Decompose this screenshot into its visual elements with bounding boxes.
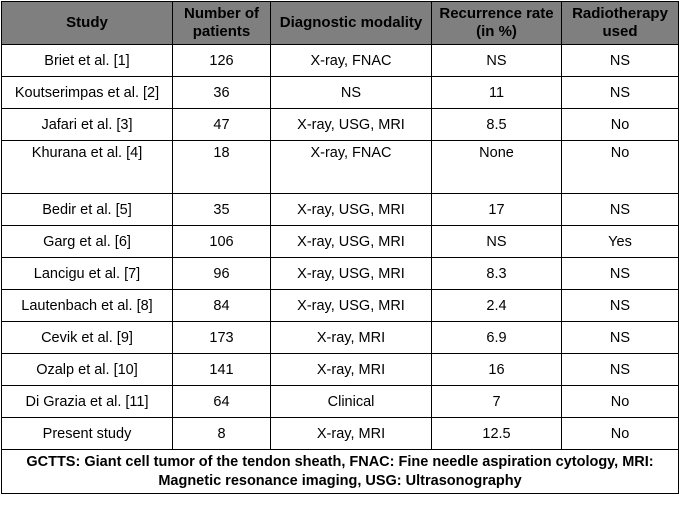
cell-recurrence: 11 (432, 77, 562, 109)
cell-patients: 106 (173, 226, 271, 258)
cell-radiotherapy: NS (562, 45, 679, 77)
cell-patients: 36 (173, 77, 271, 109)
cell-radiotherapy: NS (562, 258, 679, 290)
cell-patients: 8 (173, 418, 271, 450)
cell-patients: 141 (173, 354, 271, 386)
cell-patients: 84 (173, 290, 271, 322)
table-row (2, 45, 679, 77)
table-row (2, 386, 679, 418)
cell-radiotherapy: No (562, 109, 679, 141)
cell-patients: 47 (173, 109, 271, 141)
cell-recurrence: None (432, 141, 562, 194)
cell-recurrence: 7 (432, 386, 562, 418)
cell-study: Briet et al. [1] (2, 45, 173, 77)
cell-recurrence: 16 (432, 354, 562, 386)
cell-modality: X-ray, FNAC (271, 45, 432, 77)
table-row (2, 354, 679, 386)
table-row (2, 141, 679, 194)
table-row (2, 322, 679, 354)
header-row (2, 2, 679, 45)
cell-recurrence: NS (432, 226, 562, 258)
cell-study: Koutserimpas et al. [2] (2, 77, 173, 109)
cell-patients: 173 (173, 322, 271, 354)
cell-modality: X-ray, USG, MRI (271, 226, 432, 258)
cell-study: Bedir et al. [5] (2, 194, 173, 226)
cell-study: Cevik et al. [9] (2, 322, 173, 354)
table-footnote: GCTTS: Giant cell tumor of the tendon sheath, FNAC: Fine needle aspiration cytology, MRI: Magnetic resonance imaging, USG: Ultrasonography (2, 450, 679, 494)
cell-study-text: Khurana et al. [4] (31, 145, 143, 161)
cell-recurrence: 17 (432, 194, 562, 226)
table-row (2, 226, 679, 258)
table-row (2, 109, 679, 141)
header-study: Study (2, 2, 173, 45)
studies-table (1, 1, 679, 494)
cell-radiotherapy: NS (562, 354, 679, 386)
footnote-row (2, 450, 679, 494)
cell-study: Jafari et al. [3] (2, 109, 173, 141)
table-row (2, 77, 679, 109)
cell-radiotherapy: No (562, 141, 679, 194)
cell-radiotherapy: No (562, 418, 679, 450)
table-row (2, 258, 679, 290)
cell-study: Di Grazia et al. [11] (2, 386, 173, 418)
cell-study: Lautenbach et al. [8] (2, 290, 173, 322)
cell-study (2, 141, 173, 194)
cell-recurrence: 6.9 (432, 322, 562, 354)
header-radiotherapy-used: Radiotherapy used (562, 2, 679, 45)
cell-recurrence: NS (432, 45, 562, 77)
cell-radiotherapy: Yes (562, 226, 679, 258)
cell-modality: X-ray, MRI (271, 322, 432, 354)
table-row (2, 290, 679, 322)
cell-modality: X-ray, MRI (271, 354, 432, 386)
cell-study: Present study (2, 418, 173, 450)
cell-modality: X-ray, USG, MRI (271, 109, 432, 141)
cell-study: Lancigu et al. [7] (2, 258, 173, 290)
cell-radiotherapy: NS (562, 77, 679, 109)
cell-study: Ozalp et al. [10] (2, 354, 173, 386)
cell-patients: 35 (173, 194, 271, 226)
cell-study: Garg et al. [6] (2, 226, 173, 258)
cell-patients: 126 (173, 45, 271, 77)
cell-radiotherapy: No (562, 386, 679, 418)
cell-modality: X-ray, MRI (271, 418, 432, 450)
cell-modality: X-ray, USG, MRI (271, 290, 432, 322)
header-recurrence-rate: Recurrence rate (in %) (432, 2, 562, 45)
table-row (2, 418, 679, 450)
cell-patients: 96 (173, 258, 271, 290)
cell-recurrence: 12.5 (432, 418, 562, 450)
cell-modality: X-ray, USG, MRI (271, 194, 432, 226)
cell-patients: 64 (173, 386, 271, 418)
cell-patients: 18 (173, 141, 271, 194)
cell-modality: X-ray, FNAC (271, 141, 432, 194)
cell-recurrence: 8.3 (432, 258, 562, 290)
cell-radiotherapy: NS (562, 290, 679, 322)
cell-modality: X-ray, USG, MRI (271, 258, 432, 290)
header-number-of-patients: Number of patients (173, 2, 271, 45)
cell-radiotherapy: NS (562, 322, 679, 354)
cell-recurrence: 8.5 (432, 109, 562, 141)
header-diagnostic-modality: Diagnostic modality (271, 2, 432, 45)
cell-radiotherapy: NS (562, 194, 679, 226)
table-row (2, 194, 679, 226)
cell-recurrence: 2.4 (432, 290, 562, 322)
cell-modality: Clinical (271, 386, 432, 418)
cell-modality: NS (271, 77, 432, 109)
